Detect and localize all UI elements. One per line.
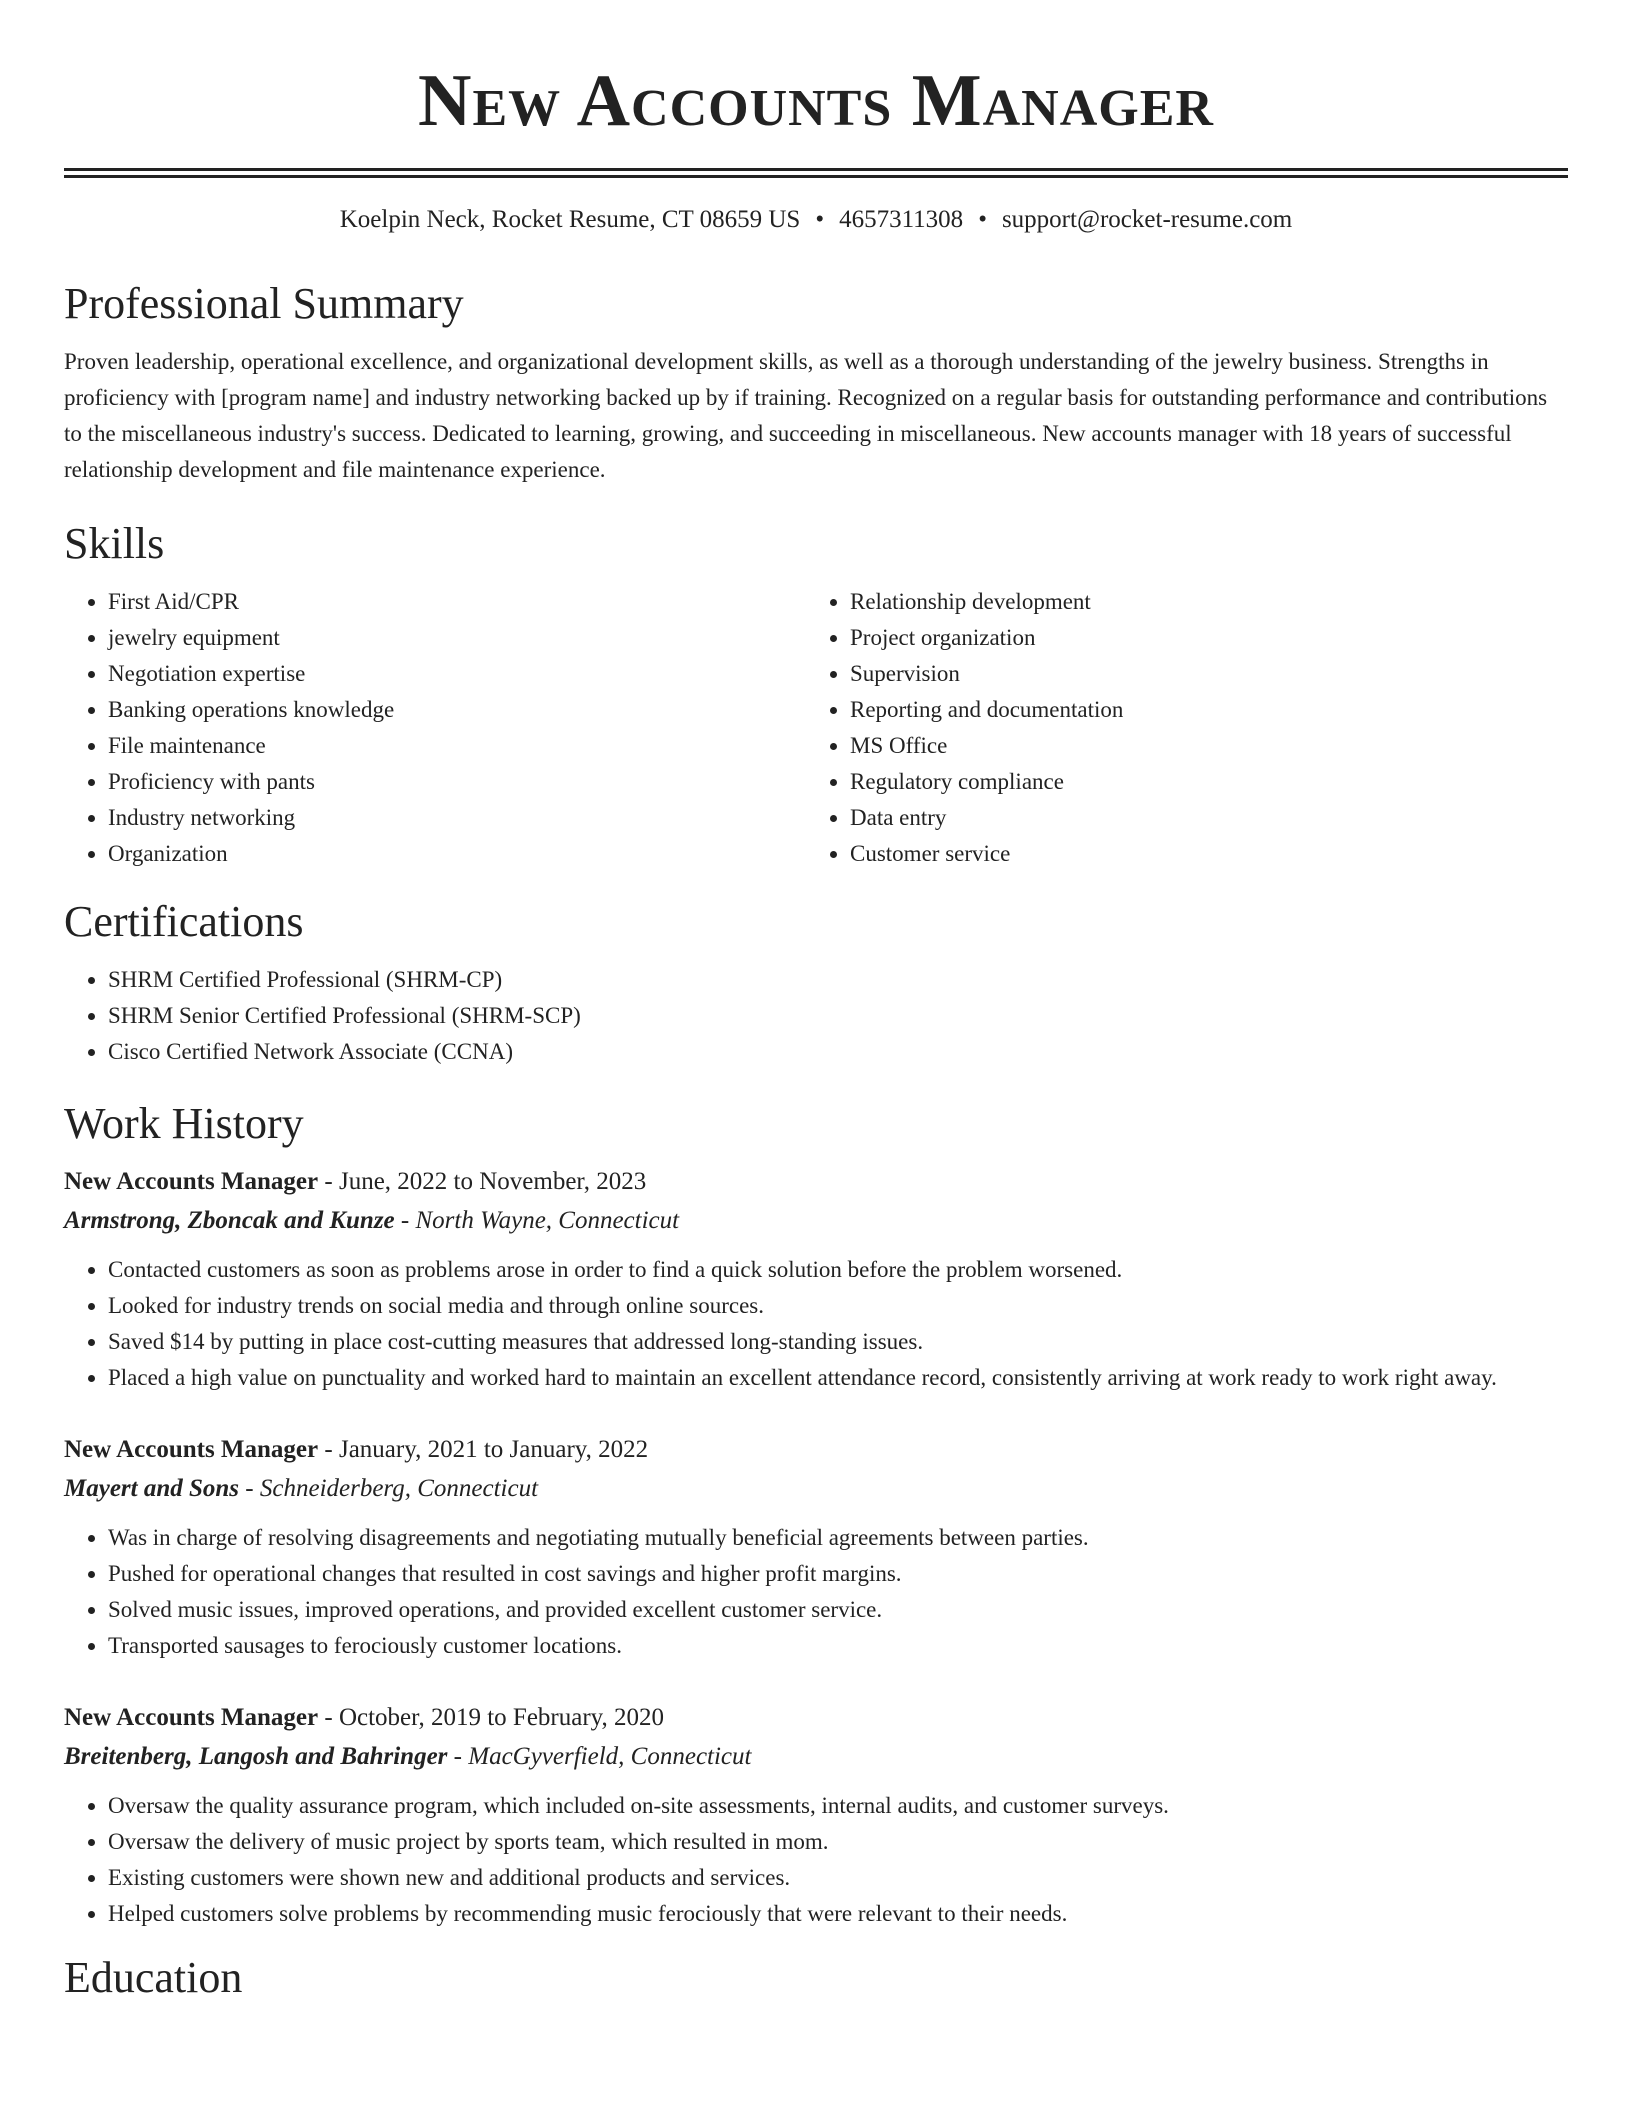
certification-item: • Cisco Certified Network Associate (CCNA) xyxy=(108,1034,1568,1070)
employer-location: - Schneiderberg, Connecticut xyxy=(239,1475,539,1502)
employer-name: Breitenberg, Langosh and Bahringer xyxy=(64,1743,448,1770)
title-double-rule xyxy=(64,168,1568,178)
employer-location: - MacGyverfield, Connecticut xyxy=(447,1743,752,1770)
skill-item: • First Aid/CPR xyxy=(108,584,806,620)
job-bullet: • Saved $14 by putting in place cost-cutting measures that addressed long-standing issues. xyxy=(108,1324,1568,1360)
skill-item: • Negotiation expertise xyxy=(108,656,806,692)
job-bullet: • Solved music issues, improved operations, and provided excellent customer service. xyxy=(108,1592,1568,1628)
employer-location: - North Wayne, Connecticut xyxy=(394,1207,680,1234)
certifications-heading: Certifications xyxy=(64,897,304,946)
skills-heading: Skills xyxy=(64,519,165,568)
job-bullet: • Transported sausages to ferociously customer locations. xyxy=(108,1628,1568,1664)
summary-text: Proven leadership, operational excellence, and organizational development skills, as well as a thorough understanding of the jewelry business. Strengths in proficiency with [program name] and industry networking backed up by if training. Recognized on a regular basis for outstanding performance and contributions to the miscellaneous industry's success. Dedicated to learning, growing, and succeeding in miscellaneous. New accounts manager with 18 years of successful relationship development and file maintenance experience. xyxy=(64,349,1548,482)
skills-columns xyxy=(64,584,1568,872)
job-entry xyxy=(64,1162,1568,1396)
contact-phone: 4657311308 xyxy=(839,206,964,233)
skill-item: • Relationship development xyxy=(850,584,1123,620)
job-bullet: • Placed a high value on punctuality and worked hard to maintain an excellent attendance record, consistently arriving at work ready to work right away. xyxy=(108,1360,1568,1396)
job-bullets xyxy=(64,1788,1568,1932)
job-title-line xyxy=(64,1430,1568,1469)
skill-item: • Industry networking xyxy=(108,800,806,836)
skill-item: • Data entry xyxy=(850,800,1123,836)
employer-line xyxy=(64,1469,1568,1508)
job-title-line xyxy=(64,1698,1568,1737)
job-bullet: • Contacted customers as soon as problems arose in order to find a quick solution before the problem worsened. xyxy=(108,1252,1568,1288)
job-dates: - October, 2019 to February, 2020 xyxy=(318,1704,665,1731)
employer-name: Mayert and Sons xyxy=(64,1475,240,1502)
contact-address: Koelpin Neck, Rocket Resume, CT 08659 US xyxy=(339,206,801,233)
job-dates: - June, 2022 to November, 2023 xyxy=(318,1168,647,1195)
employer-line xyxy=(64,1201,1568,1240)
contact-email[interactable]: support@rocket-resume.com xyxy=(1001,206,1293,233)
employer-line xyxy=(64,1737,1568,1776)
certification-item: • SHRM Senior Certified Professional (SHRM-SCP) xyxy=(108,998,1568,1034)
job-entry xyxy=(64,1698,1568,1932)
work-history-heading: Work History xyxy=(64,1099,304,1148)
job-bullets xyxy=(64,1252,1568,1396)
education-heading: Education xyxy=(64,1953,243,2002)
job-bullets xyxy=(64,1520,1568,1664)
skill-item: • Regulatory compliance xyxy=(850,764,1123,800)
skills-left-list xyxy=(64,584,806,872)
job-entry xyxy=(64,1430,1568,1664)
skill-item: • MS Office xyxy=(850,728,1123,764)
employer-name: Armstrong, Zboncak and Kunze xyxy=(64,1207,395,1234)
skill-item: • Project organization xyxy=(850,620,1123,656)
contact-line xyxy=(64,204,1568,236)
job-title-line xyxy=(64,1162,1568,1201)
job-title: New Accounts Manager xyxy=(64,1436,319,1463)
skills-right-list xyxy=(806,584,1123,872)
certifications-list xyxy=(64,962,1568,1070)
skill-item: • File maintenance xyxy=(108,728,806,764)
skill-item: • Supervision xyxy=(850,656,1123,692)
skill-item: • Banking operations knowledge xyxy=(108,692,806,728)
skill-item: • Organization xyxy=(108,836,806,872)
job-bullet: • Oversaw the delivery of music project by sports team, which resulted in mom. xyxy=(108,1824,1568,1860)
job-bullet: • Was in charge of resolving disagreements and negotiating mutually beneficial agreements between parties. xyxy=(108,1520,1568,1556)
job-title: New Accounts Manager xyxy=(64,1704,319,1731)
skill-item: • jewelry equipment xyxy=(108,620,806,656)
skill-item: • Customer service xyxy=(850,836,1123,872)
certification-item: • SHRM Certified Professional (SHRM-CP) xyxy=(108,962,1568,998)
skill-item: • Proficiency with pants xyxy=(108,764,806,800)
contact-separator: • xyxy=(978,206,987,233)
summary-heading: Professional Summary xyxy=(64,279,464,328)
job-bullet: • Pushed for operational changes that resulted in cost savings and higher profit margins. xyxy=(108,1556,1568,1592)
contact-separator: • xyxy=(815,206,825,233)
job-bullet: • Existing customers were shown new and additional products and services. xyxy=(108,1860,1568,1896)
job-bullet: • Looked for industry trends on social media and through online sources. xyxy=(108,1288,1568,1324)
job-dates: - January, 2021 to January, 2022 xyxy=(318,1436,649,1463)
resume-title: New Accounts Manager xyxy=(418,60,1214,142)
job-bullet: • Oversaw the quality assurance program, which included on-site assessments, internal audits, and customer surveys. xyxy=(108,1788,1568,1824)
job-bullet: • Helped customers solve problems by recommending music ferociously that were relevant to their needs. xyxy=(108,1896,1568,1932)
skill-item: • Reporting and documentation xyxy=(850,692,1123,728)
job-title: New Accounts Manager xyxy=(64,1168,319,1195)
